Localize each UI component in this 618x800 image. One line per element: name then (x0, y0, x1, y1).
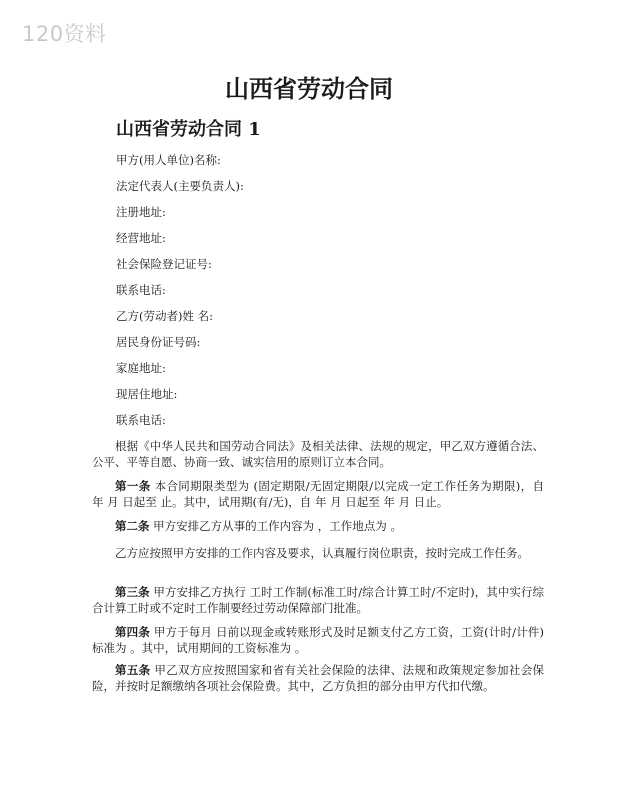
clause-2 (92, 518, 544, 534)
clause-4 (92, 624, 544, 656)
clause-3 (92, 584, 544, 616)
field-registered-address: 注册地址: (116, 205, 166, 219)
intro-paragraph: 根据《中华人民共和国劳动合同法》及相关法律、法规的规定，甲乙双方遵循合法、公平、平等自愿、协商一致、诚实信用的原则订立本合同。 (92, 439, 544, 469)
clause-text: 甲方安排乙方执行 工时工作制(标准工时/综合计算工时/不定时)，其中实行综合计算工时或不定时工作制要经过劳动保障部门批准。 (92, 585, 545, 615)
clause-5 (92, 662, 544, 694)
clause-text: 甲乙双方应按照国家和省有关社会保险的法律、法规和政策规定参加社会保险，并按时足额缴纳各项社会保险费。其中，乙方负担的部分由甲方代扣代缴。 (92, 663, 545, 693)
clause-label: 第二条 (115, 519, 150, 533)
watermark-logo: 120资料 (22, 22, 107, 46)
field-employer-name: 甲方(用人单位)名称: (116, 153, 221, 167)
field-social-insurance-no: 社会保险登记证号: (116, 257, 212, 271)
field-home-address: 家庭地址: (116, 361, 166, 375)
field-legal-representative: 法定代表人(主要负责人): (116, 179, 244, 193)
field-business-address: 经营地址: (116, 231, 166, 245)
clause-label: 第四条 (115, 625, 150, 639)
section-title: 山西省劳动合同 1 (116, 119, 261, 140)
field-id-number: 居民身份证号码: (116, 335, 201, 349)
clause-text: 甲方于每月 日前以现金或转账形式及时足额支付乙方工资，工资(计时/计件)标准为 。其中，试用期间的工资标准为 。 (92, 625, 545, 655)
field-current-address: 现居住地址: (116, 387, 178, 401)
document-title: 山西省劳动合同 (225, 74, 393, 103)
field-employee-name: 乙方(劳动者)姓 名: (116, 309, 214, 323)
field-employer-phone: 联系电话: (116, 283, 166, 297)
clause-text: 甲方安排乙方从事的工作内容为 ，工作地点为 。 (149, 519, 402, 533)
clause-label: 第五条 (115, 663, 151, 677)
clause-1 (92, 478, 544, 510)
field-employee-phone: 联系电话: (116, 413, 166, 427)
clause-label: 第一条 (115, 479, 151, 493)
clause-label: 第三条 (115, 585, 150, 599)
clause-2-continued: 乙方应按照甲方安排的工作内容及要求，认真履行岗位职责，按时完成工作任务。 (115, 546, 529, 560)
clause-text: 本合同期限类型为 (固定期限/无固定期限/以完成一定工作任务为期限)，自 年 月 日起至 止。其中，试用期(有/无)，自 年 月 日起至 年 月 日止。 (92, 479, 545, 509)
